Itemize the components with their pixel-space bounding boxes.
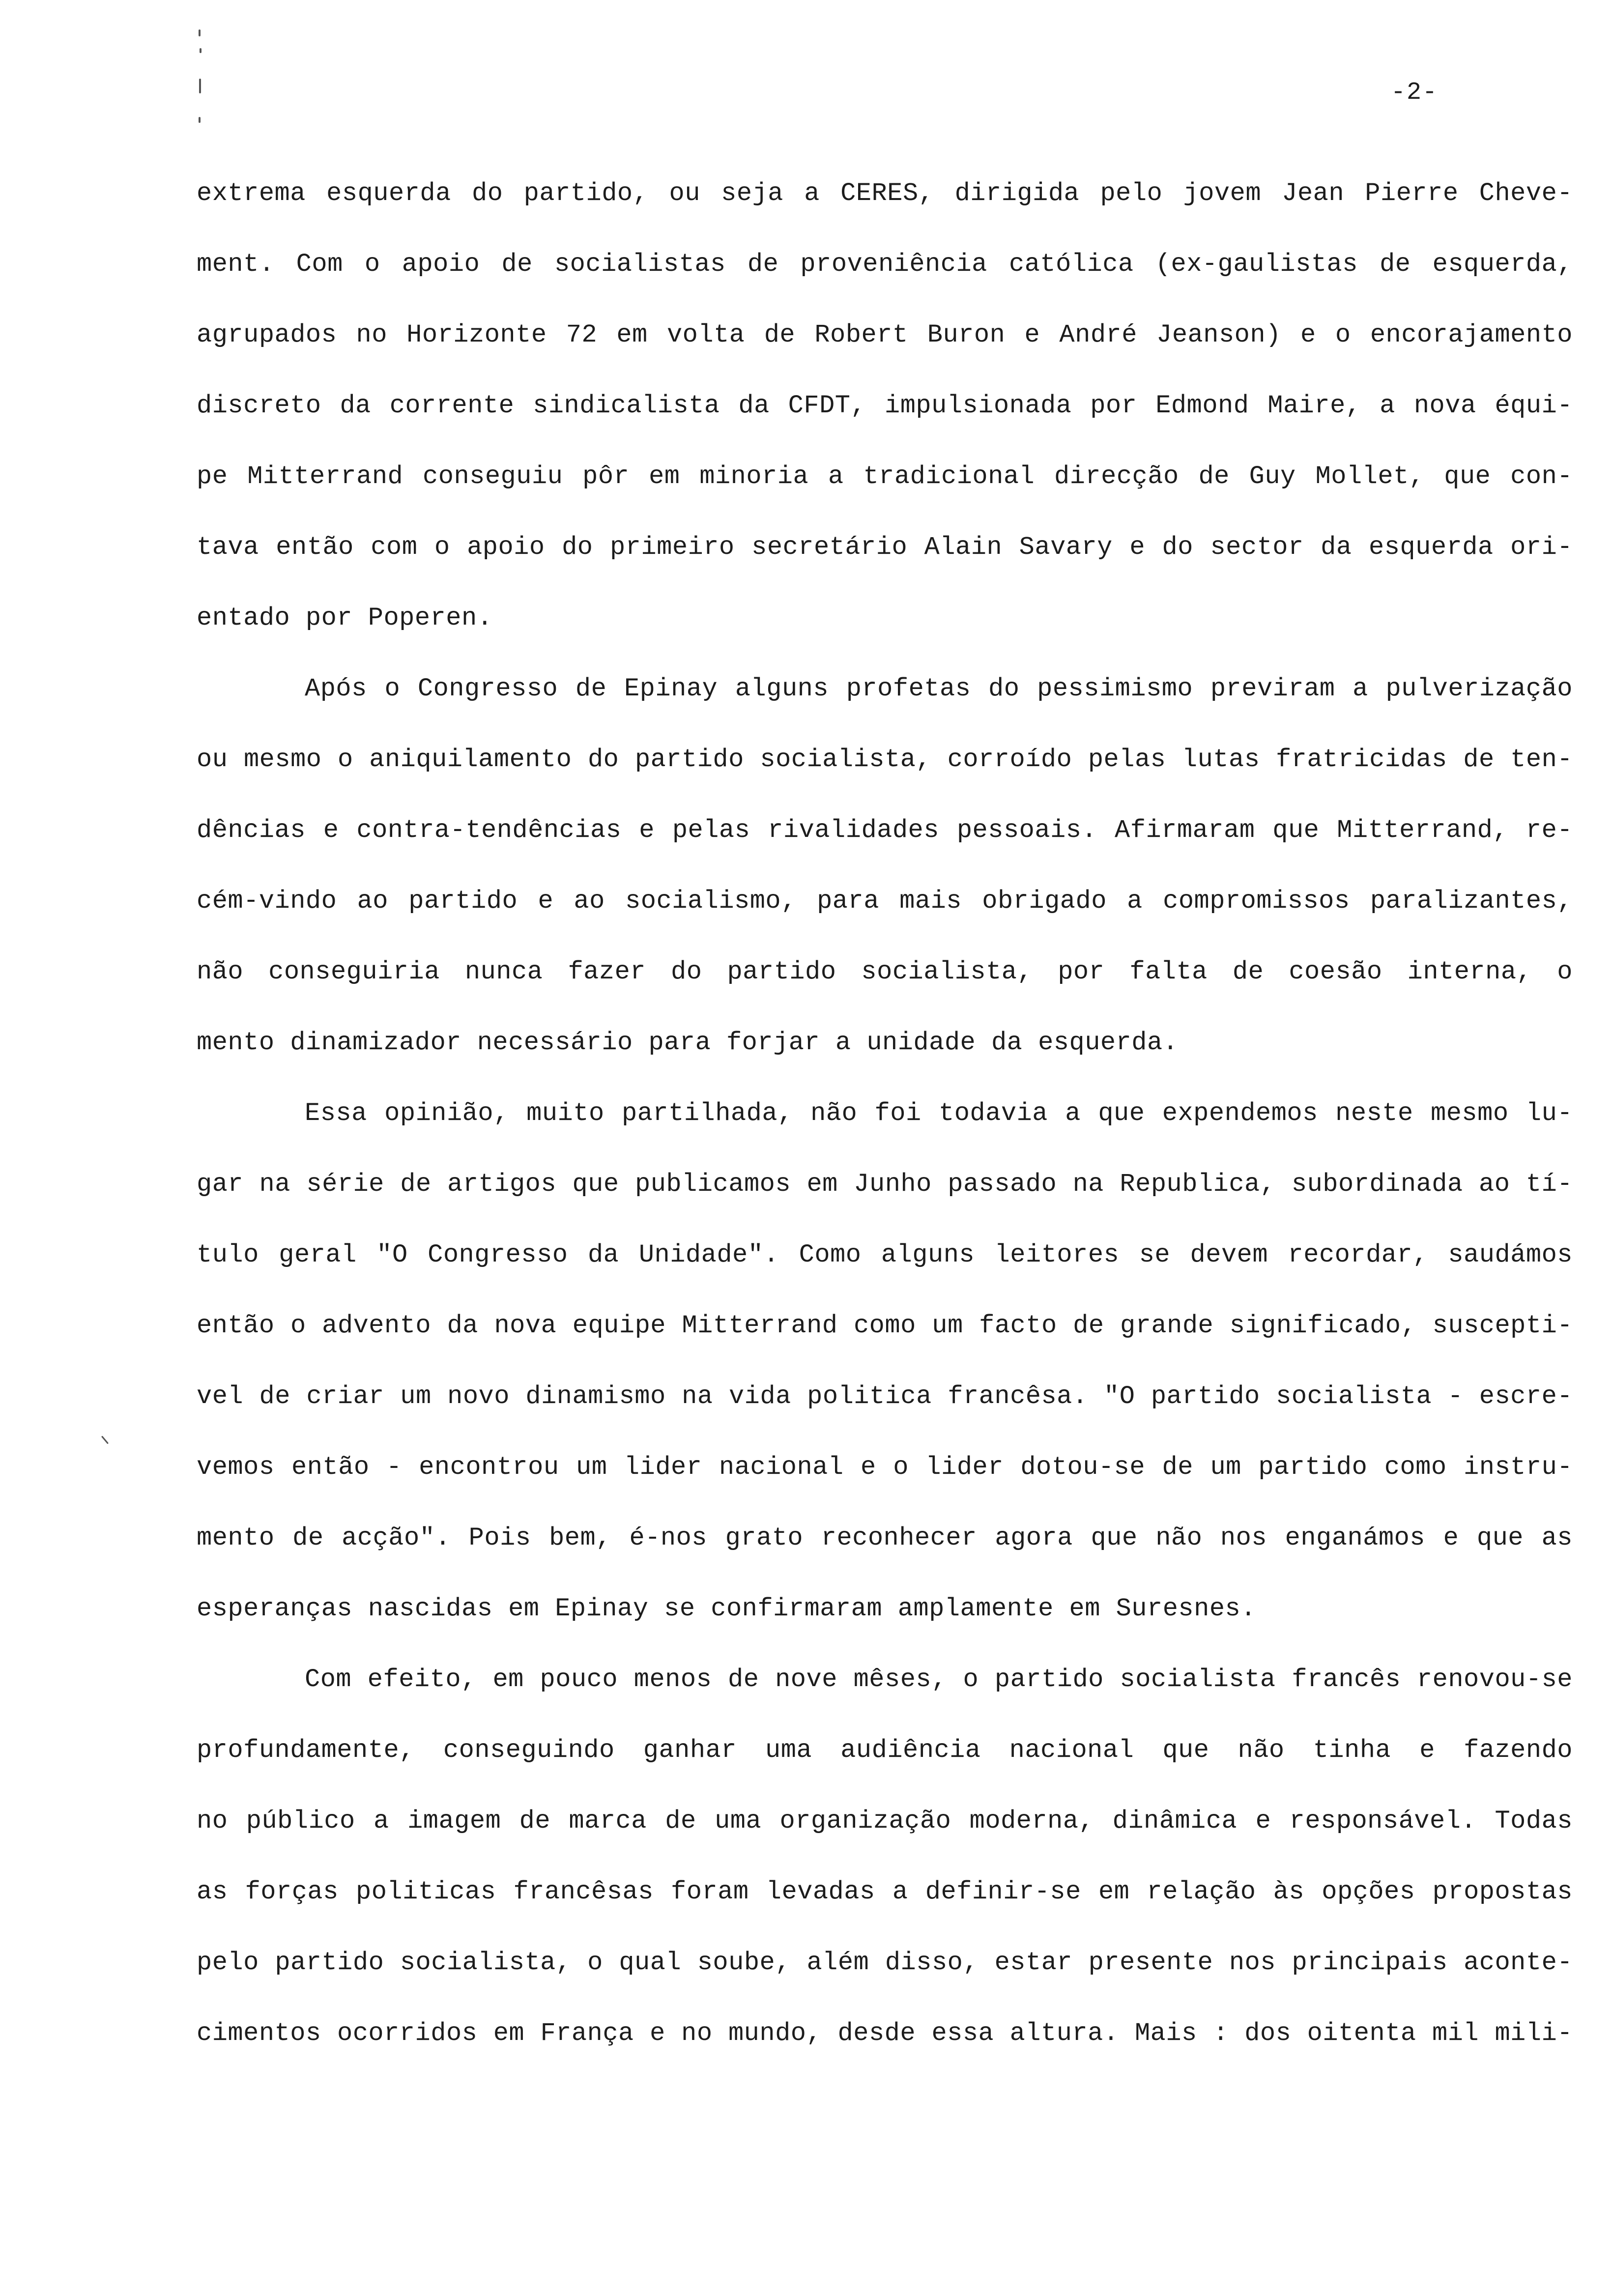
text-line: gar na série de artigos que publicamos em Junho passado na Republica, subordinada ao tí- [197,1170,1573,1199]
text-line: pelo partido socialista, o qual soube, além disso, estar presente nos principais aconte- [197,1948,1573,1977]
text-line: vemos então - encontrou um lider nacional e o lider dotou-se de um partido como instru- [197,1453,1573,1482]
text-line: tava então com o apoio do primeiro secretário Alain Savary e do sector da esquerda ori- [197,533,1573,562]
text-line: cimentos ocorridos em França e no mundo, desde essa altura. Mais : dos oitenta mil mili- [197,2019,1573,2048]
text-line: esperanças nascidas em Epinay se confirmaram amplamente em Suresnes. [197,1594,1256,1623]
margin-mark [199,29,201,36]
margin-mark [101,1435,109,1444]
text-line: tulo geral "O Congresso da Unidade". Como alguns leitores se devem recordar, saudámos [197,1240,1573,1269]
paragraph [197,1078,1573,1644]
margin-mark [200,48,202,53]
text-line: cém-vindo ao partido e ao socialismo, para mais obrigado a compromissos paralizantes, [197,887,1573,916]
text-line: discreto da corrente sindicalista da CFDT, impulsionada por Edmond Maire, a nova équi- [197,391,1573,420]
text-line: Após o Congresso de Epinay alguns profetas do pessimismo previram a pulverização [305,674,1573,703]
text-line: as forças politicas francêsas foram levadas a definir-se em relação às opções propostas [197,1877,1573,1906]
text-line: entado por Poperen. [197,603,493,632]
text-line: mento dinamizador necessário para forjar a unidade da esquerda. [197,1028,1179,1057]
text-line: vel de criar um novo dinamismo na vida politica francêsa. "O partido socialista - escre- [197,1382,1573,1411]
text-line: pe Mitterrand conseguiu pôr em minoria a tradicional direcção de Guy Mollet, que con- [197,462,1573,491]
margin-mark [199,117,201,123]
text-line: ment. Com o apoio de socialistas de proveniência católica (ex-gaulistas de esquerda, [197,250,1573,279]
margin-mark [199,79,201,93]
text-line: Com efeito, em pouco menos de nove mêses, o partido socialista francês renovou-se [305,1665,1573,1694]
text-line: no público a imagem de marca de uma organização moderna, dinâmica e responsável. Todas [197,1807,1573,1836]
paragraph [197,158,1573,654]
text-line: dências e contra-tendências e pelas rivalidades pessoais. Afirmaram que Mitterrand, re- [197,816,1573,845]
body-text [197,158,1573,2069]
text-line: extrema esquerda do partido, ou seja a CERES, dirigida pelo jovem Jean Pierre Cheve- [197,179,1573,208]
text-line: então o advento da nova equipe Mitterrand como um facto de grande significado, suscepti- [197,1311,1573,1340]
text-line: agrupados no Horizonte 72 em volta de Robert Buron e André Jeanson) e o encorajamento [197,320,1573,349]
text-line: ou mesmo o aniquilamento do partido socialista, corroído pelas lutas fratricidas de ten- [197,745,1573,774]
page-number: -2- [1391,79,1439,107]
text-line: não conseguiria nunca fazer do partido socialista, por falta de coesão interna, o [197,957,1573,986]
paragraph [197,654,1573,1078]
text-line: mento de acção". Pois bem, é-nos grato reconhecer agora que não nos enganámos e que as [197,1523,1573,1552]
text-line: Essa opinião, muito partilhada, não foi todavia a que expendemos neste mesmo lu- [305,1099,1573,1128]
text-line: profundamente, conseguindo ganhar uma audiência nacional que não tinha e fazendo [197,1736,1573,1765]
paragraph [197,1644,1573,2069]
